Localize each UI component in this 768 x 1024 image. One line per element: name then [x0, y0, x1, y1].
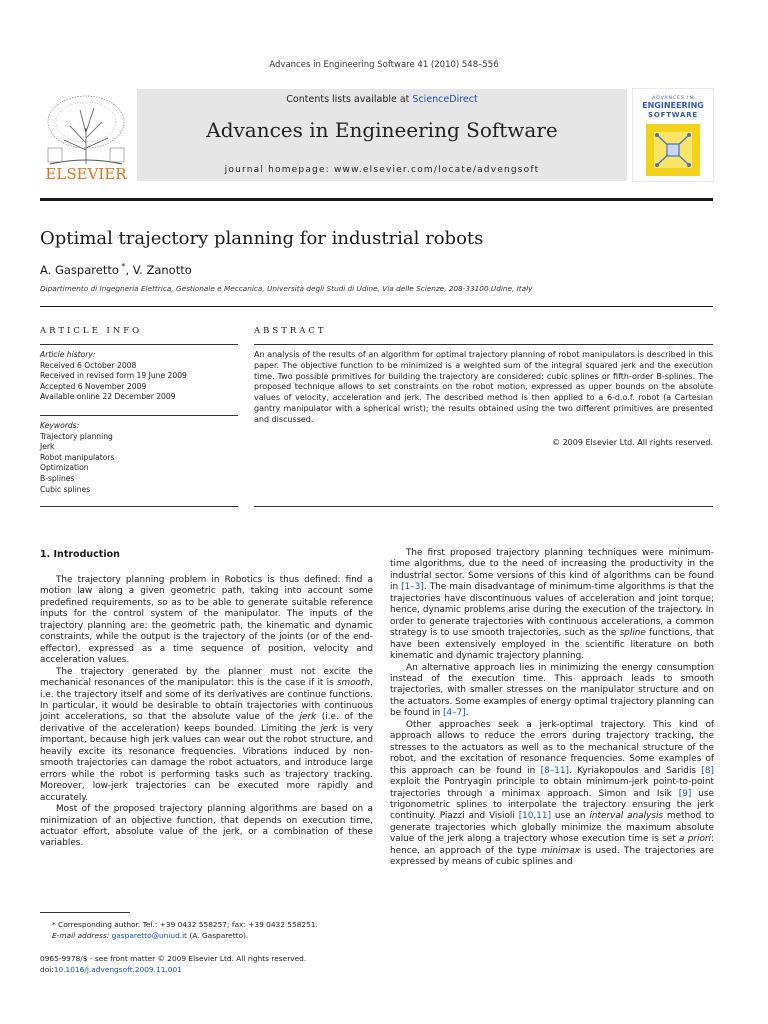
- journal-cover: [632, 88, 714, 182]
- history-item: Received 6 October 2008: [40, 360, 137, 370]
- keywords-label: Keywords:: [40, 421, 80, 430]
- keywords: [40, 421, 238, 495]
- paragraph: Most of the proposed trajectory planning algorithms are based on a minimization of an objective function, that depends on execution time, actuator effort, absolute value of the jerk, or a combination of these variables.: [40, 804, 373, 849]
- reference-link[interactable]: [8–11]: [540, 765, 569, 776]
- author-zanotto: , V. Zanotto: [125, 262, 192, 277]
- issn-line: 0965-9978/$ - see front matter © 2009 Elsevier Ltd. All rights reserved.: [40, 954, 307, 963]
- doi-link[interactable]: 10.1016/j.advengsoft.2009.11.001: [53, 965, 182, 974]
- abstract-heading: ABSTRACT: [254, 326, 327, 336]
- article-history: [40, 350, 238, 403]
- body-column-right: [390, 548, 714, 869]
- svg-text:ELSEVIER: ELSEVIER: [45, 165, 127, 182]
- abstract-copyright: © 2009 Elsevier Ltd. All rights reserved.: [552, 438, 713, 447]
- contents-prefix: Contents lists available at: [286, 94, 413, 105]
- sciencedirect-link[interactable]: ScienceDirect: [412, 94, 478, 105]
- abstract-bottom-rule: [254, 506, 713, 507]
- history-item: Received in revised form 19 June 2009: [40, 371, 187, 381]
- front-matter: [40, 953, 306, 975]
- reference-link[interactable]: [9]: [678, 788, 692, 799]
- paragraph: The first proposed trajectory planning techniques were minimum-time algorithms, due to the need of increasing the productivity in the industrial sector. Some versions of this kind of algorithms can be found in [1–3]. The main disadvantage of minimum-time algorithms is that the trajectories have discontinuous values of acceleration and joint torque; hence, dynamic problems arise during the execution of the trajectory. In order to generate trajectories with continuous accelerations, a common strategy is to use smooth trajectories, such as the spline functions, that have been extensively employed in the scientific literature on both kinematic and dynamic trajectory planning.: [390, 548, 714, 662]
- history-label: Article history:: [40, 350, 96, 359]
- contents-line: [137, 94, 627, 105]
- article-title: Optimal trajectory planning for industrial robots: [40, 228, 484, 249]
- footnote-rule: [40, 912, 130, 913]
- elsevier-logo: [40, 88, 132, 182]
- article-info-bottom-rule: [40, 506, 238, 507]
- header-rule: [40, 198, 713, 201]
- article-info-rule: [40, 344, 238, 345]
- paragraph: An alternative approach lies in minimizing the energy consumption instead of the execution time. This approach leads to smooth trajectories, with smaller stresses on the manipulator structure and on the actuators. Some examples of energy optimal trajectory planning can be found in [4–7].: [390, 662, 714, 719]
- history-rule: [40, 415, 238, 416]
- keyword-item: Trajectory planning: [40, 431, 113, 441]
- paragraph: The trajectory generated by the planner must not excite the mechanical resonances of the manipulator: this is the case if it is smooth, i.e. the trajectory itself and some of its derivatives are continue functions. In particular, it would be desirable to obtain trajectories with continuous joint accelerations, so that the absolute value of the jerk (i.e. of the derivative of the acceleration) keeps bounded. Limiting the jerk is very important, because high jerk values can wear out the robot structure, and heavily excite its resonance frequencies. Vibrations induced by non-smooth trajectories can damage the robot actuators, and introduce large errors while the robot is performing tasks such as trajectory tracking. Moreover, low-jerk trajectories can be executed more rapidly and accurately.: [40, 666, 373, 803]
- history-item: Available online 22 December 2009: [40, 392, 176, 402]
- journal-citation: Advances in Engineering Software 41 (2010) 548–556: [269, 60, 499, 70]
- reference-link[interactable]: [8]: [701, 765, 715, 776]
- email-link[interactable]: gasparetto@uniud.it: [111, 931, 188, 940]
- keyword-item: Jerk: [40, 442, 55, 452]
- corresponding-mark[interactable]: *: [118, 262, 126, 271]
- svg-text:SOFTWARE: SOFTWARE: [648, 111, 698, 119]
- elsevier-tree-icon: [40, 88, 132, 182]
- introduction-heading: 1. Introduction: [40, 549, 120, 560]
- paragraph: The trajectory planning problem in Robotics is thus defined: find a motion law along a given geometric path, taking into account some predefined requirements, so as to be able to generate suitable reference inputs for the control system of the manipulator. The inputs of the trajectory planning are: the geometric path, the kinematic and dynamic constraints, while the output is the trajectory of the joints (or of the end-effector), expressed as a time sequence of position, velocity and acceleration values.: [40, 575, 373, 666]
- abstract-text: An analysis of the results of an algorithm for optimal trajectory planning of robot manipulators is described in this paper. The objective function to be minimized is a weighted sum of the integral squared jerk and the execution time. Two possible primitives for building the trajectory are considered: cubic splines or fifth-order B-splines. The proposed technique allows to set constraints on the robot motion, expressed as upper bounds on the absolute values of velocity, acceleration and jerk. The described method is then applied to a 6-d.o.f. robot (a Cartesian gantry manipulator with a spherical wrist); the results obtained using the two different primitives are presented and discussed.: [254, 350, 713, 424]
- keyword-item: B-splines: [40, 473, 75, 483]
- abstract-rule: [254, 344, 713, 345]
- keyword-item: Robot manipulators: [40, 452, 115, 462]
- footnote: [40, 919, 373, 941]
- corresponding-author-note: * Corresponding author. Tel.: +39 0432 558257; fax: +39 0432 558251.: [52, 920, 318, 929]
- reference-link[interactable]: [10,11]: [518, 811, 552, 822]
- keyword-item: Optimization: [40, 463, 89, 473]
- journal-homepage[interactable]: journal homepage: www.elsevier.com/locate/advengsoft: [224, 165, 540, 175]
- title-rule: [40, 306, 713, 307]
- reference-link[interactable]: [1–3]: [401, 582, 424, 593]
- paragraph: Other approaches seek a jerk-optimal trajectory. This kind of approach allows to reduce the errors during trajectory tracking, the stresses to the actuators as well as to the mechanical structure of the robot, and the excitation of resonance frequencies. Some examples of this approach can be found in [8–11]. Kyriakopoulos and Saridis [8] exploit the Pontryagin principle to obtain minimum-jerk point-to-point trajectories through a minimax approach. Simon and Isik [9] use trigonometric splines to interpolate the trajectory ensuring the jerk continuity. Piazzi and Visioli [10,11] use an interval analysis method to generate trajectories which globally minimize the maximum absolute value of the jerk along a trajectory whose execution time is set a priori: hence, an approach of the type minimax is used. The trajectories are expressed by means of cubic splines and: [390, 719, 715, 868]
- body-column-left: [40, 575, 373, 850]
- keyword-item: Cubic splines: [40, 484, 91, 494]
- svg-text:ADVANCES IN: ADVANCES IN: [652, 96, 694, 101]
- svg-text:ENGINEERING: ENGINEERING: [642, 101, 704, 110]
- affiliation: Dipartimento di Ingegneria Elettrica, Gestionale e Meccanica, Università degli Studi di Udine, Via delle Scienze, 208-33100 Udine, Italy: [40, 284, 533, 293]
- email-line: E-mail address: gasparetto@uniud.it (A. Gasparetto).: [52, 931, 249, 940]
- author-gasparetto[interactable]: A. Gasparetto: [40, 262, 119, 277]
- authors: [40, 262, 192, 277]
- article-info-heading: ARTICLE INFO: [40, 326, 143, 336]
- history-item: Accepted 6 November 2009: [40, 381, 147, 391]
- journal-title: Advances in Engineering Software: [206, 118, 558, 142]
- doi-line: doi:10.1016/j.advengsoft.2009.11.001: [40, 965, 182, 974]
- reference-link[interactable]: [4–7]: [443, 708, 466, 719]
